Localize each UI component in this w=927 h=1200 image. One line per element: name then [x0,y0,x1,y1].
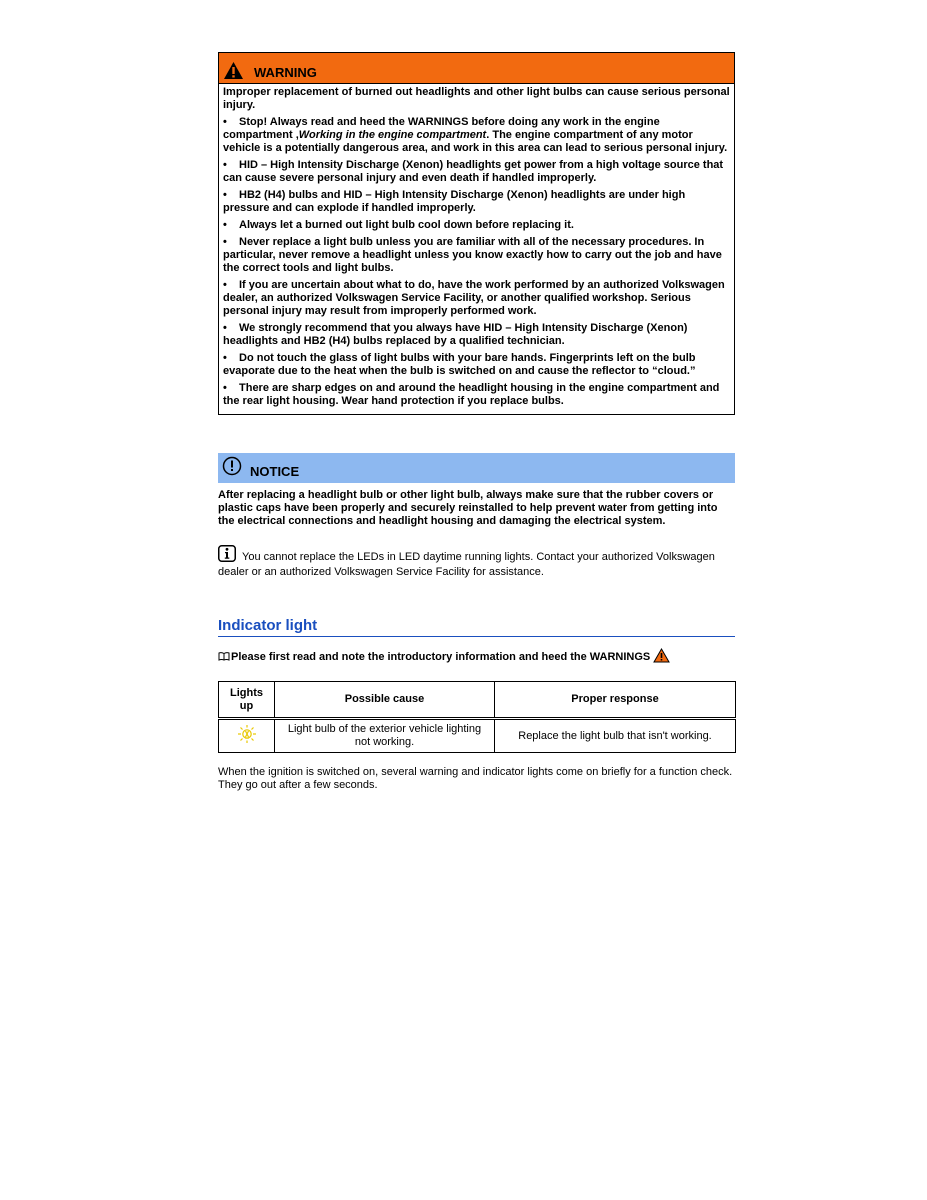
warning-item [223,382,730,408]
warning-item-text: HID – High Intensity Discharge (Xenon) headlights get power from a high voltage source that can cause severe personal injury and even death if handled improperly. [223,159,724,184]
exclamation-circle-icon [222,456,242,481]
column-header-possible-cause: Possible cause [275,682,495,719]
notice-body: After replacing a headlight bulb or other light bulb, always make sure that the rubber covers or plastic caps have been properly and securely reinstalled to help prevent water from getting into the electrical connections and headlight housing and damaging the electrical system. [218,489,718,527]
proper-response-cell: Replace the light bulb that isn't working. [495,719,736,753]
warning-item-text: Stop! Always read and heed the WARNINGS before doing any work in the engine compartment , [223,116,660,141]
warning-item-text: Always let a burned out light bulb cool down before replacing it. [239,219,574,231]
warning-item-text: If you are uncertain about what to do, have the work performed by an authorized Volkswagen dealer, an authorized Volkswagen Service Facility, or another qualified workshop. Serious personal injury may result from improperly performed work. [223,279,725,317]
notice-header [218,453,735,483]
warning-intro: Improper replacement of burned out headlights and other light bulbs can cause serious personal injury. [223,86,730,111]
warning-item-text: Never replace a light bulb unless you are familiar with all of the necessary procedures. In particular, never remove a headlight unless you know exactly how to carry out the job and have the correct tools and light bulbs. [223,236,722,274]
warning-item [223,352,730,378]
warning-item-text: HB2 (H4) bulbs and HID – High Intensity Discharge (Xenon) headlights are under high pressure and can explode if handled improperly. [223,189,686,214]
warning-title: WARNING [254,65,317,80]
bullet-icon: • [223,322,227,334]
info-note [218,545,735,579]
info-note-text: You cannot replace the LEDs in LED daytime running lights. Contact your authorized Volkswagen dealer or an authorized Volkswagen Service Facility for assistance. [218,551,715,578]
warning-box [218,52,735,415]
warning-item [223,189,730,215]
possible-cause-cell: Light bulb of the exterior vehicle lighting not working. [275,719,495,753]
bullet-icon: • [223,352,227,364]
warning-item [223,322,730,348]
warning-header [219,53,734,84]
bullet-icon: • [223,279,227,291]
warning-item-text: Do not touch the glass of light bulbs with your bare hands. Fingerprints left on the bulb evaporate due to the heat when the bulb is switched on and cause the reflector to “cloud.” [223,352,696,377]
footer-paragraph: When the ignition is switched on, several warning and indicator lights come on briefly for a function check. They go out after a few seconds. [218,766,733,791]
warning-item-text: There are sharp edges on and around the headlight housing in the engine compartment and the rear light housing. Wear hand protection if you replace bulbs. [223,382,720,407]
warning-item [223,159,730,185]
column-header-lights-up: Lights up [219,682,275,719]
info-icon [218,545,236,566]
bullet-icon: • [223,116,227,128]
section-title: Indicator light [218,617,735,637]
warning-triangle-icon [223,61,244,80]
read-first-text: Please first read and note the introductory information and heed the WARNINGS [231,651,651,663]
bullet-icon: • [223,236,227,248]
warning-item [223,279,730,318]
book-icon [218,651,230,664]
indicator-table [218,681,736,753]
bullet-icon: • [223,219,227,231]
warning-item-text: We strongly recommend that you always have HID – High Intensity Discharge (Xenon) headlights and HB2 (H4) bulbs replaced by a qualified technician. [223,322,688,347]
warning-item [223,219,730,232]
bulb-indicator-icon [236,735,258,747]
warning-item [223,236,730,275]
column-header-proper-response: Proper response [495,682,736,719]
warning-item-link-text: Working in the engine compartment [298,129,487,141]
lights-up-cell [219,719,275,753]
bullet-icon: • [223,382,227,394]
warning-body [219,84,734,414]
table-header-row [219,682,736,719]
notice-title: NOTICE [250,463,300,479]
bullet-icon: • [223,159,227,171]
read-first-note [218,648,735,666]
warning-item-text: . The engine compartment of any motor vehicle is a potentially dangerous area, and work in this area can lead to serious personal injury. [223,129,728,154]
bullet-icon: • [223,189,227,201]
warning-item [223,116,730,155]
warning-link-icon[interactable] [653,648,670,666]
table-row [219,719,736,753]
